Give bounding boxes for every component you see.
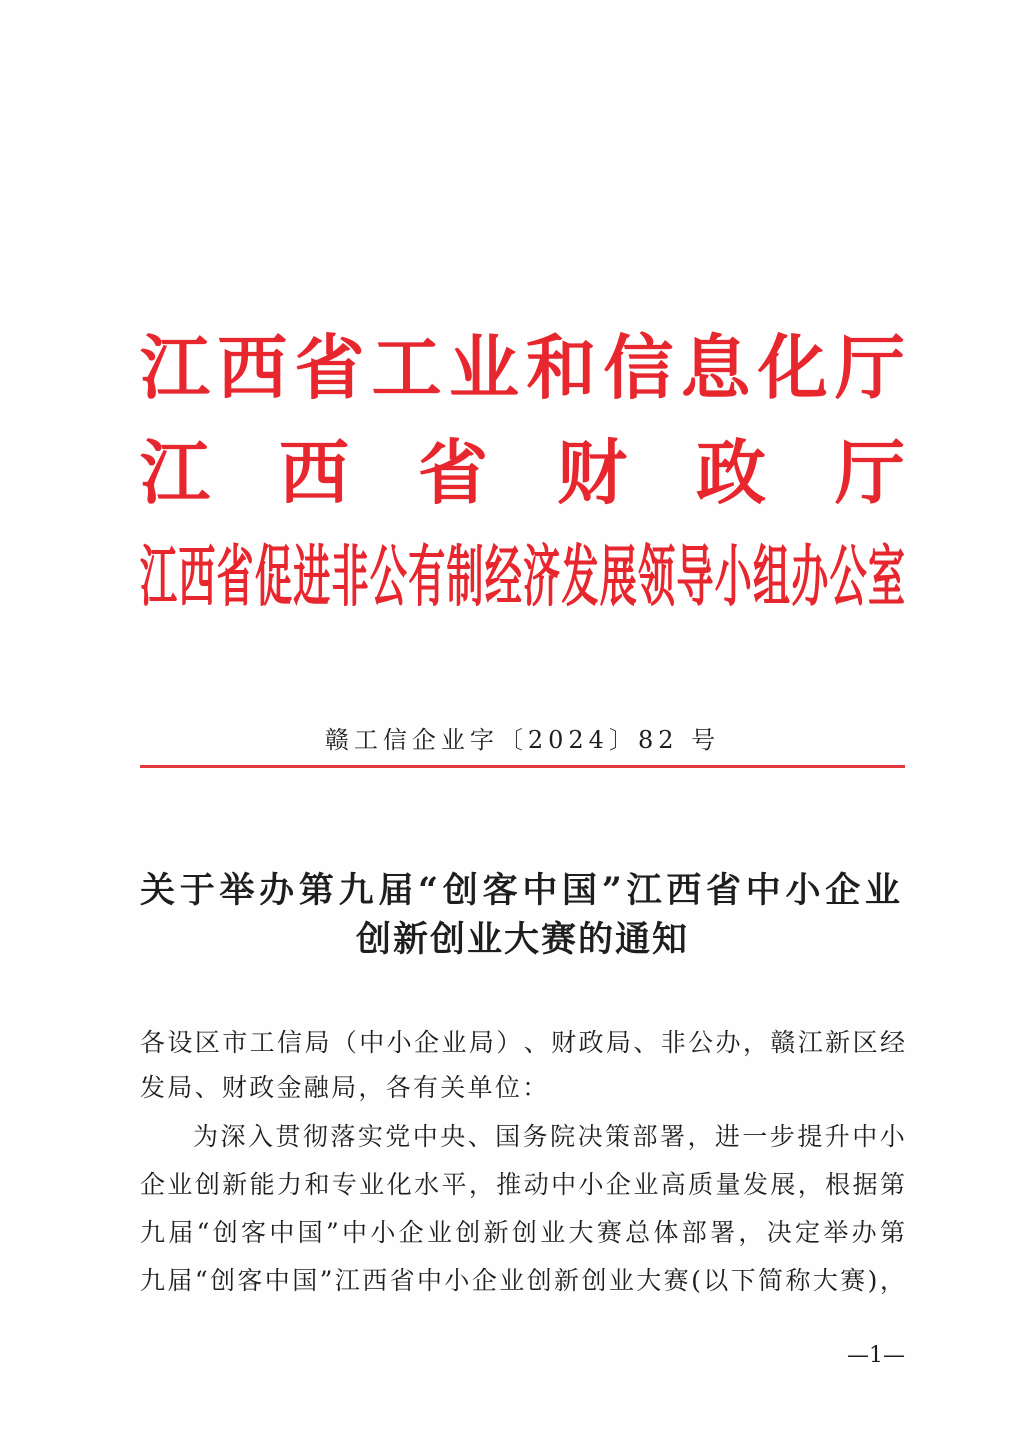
glyph: 企 <box>471 1266 497 1295</box>
glyph: 举 <box>823 1218 849 1247</box>
issuer-name-finance-department <box>140 433 905 513</box>
glyph: 一 <box>742 1122 768 1151</box>
glyph: 业 <box>633 1170 659 1199</box>
glyph: 以 <box>703 1266 729 1295</box>
glyph: 促 <box>254 536 292 616</box>
glyph: 市 <box>222 1028 248 1057</box>
glyph: 非 <box>331 536 369 616</box>
glyph: （ <box>331 1028 357 1057</box>
glyph: 赛 <box>840 1266 866 1295</box>
glyph: 展 <box>599 536 637 616</box>
glyph: 大 <box>568 1218 594 1247</box>
glyph: 领 <box>638 536 676 616</box>
glyph: 业 <box>864 870 900 911</box>
glyph: 关 <box>140 870 176 911</box>
glyph: 办 <box>851 1218 877 1247</box>
glyph: 国 <box>495 1122 521 1151</box>
glyph: 公 <box>688 1028 714 1057</box>
red-separator-rule <box>140 765 905 768</box>
glyph: 九 <box>140 1266 166 1295</box>
glyph: 局 <box>304 1028 330 1057</box>
glyph: 中 <box>551 1170 577 1199</box>
issuer-name-industry-it-department <box>140 328 905 408</box>
body-text-line <box>193 1119 905 1155</box>
glyph: 江 <box>140 326 210 409</box>
glyph: 西 <box>178 536 216 616</box>
glyph: 化 <box>757 326 828 409</box>
glyph: 江 <box>334 1266 360 1295</box>
glyph: 区 <box>194 1028 220 1057</box>
glyph: 为 <box>193 1122 219 1151</box>
issuer-name-non-public-economy-office <box>140 536 905 616</box>
glyph: 、 <box>523 1028 549 1057</box>
glyph: 业 <box>359 1170 385 1199</box>
glyph: 署 <box>710 1218 736 1247</box>
glyph: 江 <box>797 1028 823 1057</box>
glyph: 国 <box>297 1218 323 1247</box>
glyph: 体 <box>653 1218 679 1247</box>
glyph: 第 <box>879 1170 905 1199</box>
glyph: 举 <box>219 870 255 911</box>
body-text-line <box>140 1167 905 1203</box>
glyph: 业 <box>540 1218 566 1247</box>
glyph: 力 <box>277 1170 303 1199</box>
glyph: 展 <box>770 1170 796 1199</box>
glyph: 区 <box>852 1028 878 1057</box>
glyph: ， <box>742 1028 768 1057</box>
glyph: 厅 <box>835 431 905 514</box>
glyph: 小 <box>370 1218 396 1247</box>
glyph: 高 <box>660 1170 686 1199</box>
glyph: “ <box>194 1266 208 1295</box>
glyph: 升 <box>824 1122 850 1151</box>
glyph: 决 <box>766 1218 792 1247</box>
glyph: 政 <box>696 431 766 514</box>
glyph: 务 <box>522 1122 548 1151</box>
glyph: 步 <box>769 1122 795 1151</box>
glyph: 和 <box>304 1170 330 1199</box>
glyph: 第 <box>298 870 334 911</box>
glyph: 根 <box>825 1170 851 1199</box>
glyph: 政 <box>578 1028 604 1057</box>
glyph: 江 <box>140 431 210 514</box>
glyph: ， <box>797 1170 823 1199</box>
glyph: 九 <box>140 1218 166 1247</box>
glyph: 大 <box>636 1266 662 1295</box>
glyph: 西 <box>666 870 702 911</box>
glyph: 部 <box>681 1218 707 1247</box>
glyph: 赛 <box>663 1266 689 1295</box>
glyph: 进 <box>714 1122 740 1151</box>
glyph: 下 <box>730 1266 756 1295</box>
glyph: 第 <box>879 1218 905 1247</box>
glyph: 中 <box>269 1218 295 1247</box>
page-number: —1— <box>847 1343 905 1368</box>
glyph: “ <box>418 870 439 911</box>
glyph: 总 <box>625 1218 651 1247</box>
glyph: ” <box>601 870 622 911</box>
glyph: 大 <box>812 1266 838 1295</box>
glyph: 江 <box>140 536 177 616</box>
glyph: 省 <box>706 870 742 911</box>
glyph: ” <box>325 1218 339 1247</box>
glyph: 创 <box>442 870 478 911</box>
glyph: 各 <box>140 1028 166 1057</box>
glyph: 创 <box>209 1266 235 1295</box>
glyph: 院 <box>550 1122 576 1151</box>
glyph: 中 <box>522 870 558 911</box>
glyph: 、 <box>467 1122 493 1151</box>
glyph: 省 <box>418 431 488 514</box>
notice-title-line-1 <box>140 870 900 912</box>
glyph: 中 <box>264 1266 290 1295</box>
glyph: 动 <box>523 1170 549 1199</box>
glyph: 设 <box>167 1028 193 1057</box>
glyph: 企 <box>140 1170 166 1199</box>
glyph: 国 <box>562 870 598 911</box>
glyph: 新 <box>483 1218 509 1247</box>
glyph: 、 <box>633 1028 659 1057</box>
glyph: 导 <box>676 536 714 616</box>
glyph: 创 <box>212 1218 238 1247</box>
glyph: 能 <box>249 1170 275 1199</box>
glyph: ， <box>687 1122 713 1151</box>
glyph: 办 <box>791 536 829 616</box>
glyph: 简 <box>758 1266 784 1295</box>
glyph: 贯 <box>275 1122 301 1151</box>
glyph: 小 <box>785 870 821 911</box>
glyph: ” <box>319 1266 333 1295</box>
glyph: 定 <box>795 1218 821 1247</box>
glyph: 济 <box>523 536 561 616</box>
glyph: 业 <box>608 1266 634 1295</box>
glyph: 办 <box>259 870 295 911</box>
glyph: 赛 <box>596 1218 622 1247</box>
glyph: 财 <box>557 431 627 514</box>
glyph: 经 <box>879 1028 905 1057</box>
glyph: 信 <box>603 326 674 409</box>
glyph: 小 <box>444 1266 470 1295</box>
glyph: 国 <box>292 1266 318 1295</box>
glyph: 局 <box>468 1028 494 1057</box>
glyph: ( <box>691 1266 701 1295</box>
glyph: 水 <box>414 1170 440 1199</box>
glyph: 中 <box>342 1218 368 1247</box>
glyph: 提 <box>797 1122 823 1151</box>
glyph: 策 <box>605 1122 631 1151</box>
glyph: 中 <box>745 870 781 911</box>
glyph: 小 <box>714 536 752 616</box>
glyph: 客 <box>241 1218 267 1247</box>
document-number: 赣工信企业字〔2024〕82 号 <box>324 726 721 754</box>
glyph: 企 <box>825 870 861 911</box>
glyph: 化 <box>386 1170 412 1199</box>
glyph: 组 <box>753 536 790 616</box>
glyph: 省 <box>216 536 254 616</box>
glyph: 新 <box>554 1266 580 1295</box>
glyph: 发 <box>561 536 599 616</box>
glyph: 业 <box>499 1266 525 1295</box>
glyph: 量 <box>715 1170 741 1199</box>
notice-title-line-2: 创新创业大赛的通知 <box>355 919 689 960</box>
glyph: 新 <box>222 1170 248 1199</box>
glyph: 公 <box>829 536 867 616</box>
glyph: 创 <box>526 1266 552 1295</box>
glyph: 小 <box>578 1170 604 1199</box>
glyph: 新 <box>825 1028 851 1057</box>
glyph: 平 <box>441 1170 467 1199</box>
glyph: 企 <box>398 1218 424 1247</box>
glyph: 财 <box>551 1028 577 1057</box>
glyph: 九 <box>338 870 374 911</box>
glyph: 业 <box>448 326 519 409</box>
glyph: ， <box>879 1266 905 1295</box>
glyph: 专 <box>331 1170 357 1199</box>
glyph: 小 <box>879 1122 905 1151</box>
glyph: 创 <box>194 1170 220 1199</box>
glyph: 进 <box>293 536 331 616</box>
glyph: 室 <box>867 536 905 616</box>
glyph: 西 <box>279 431 349 514</box>
glyph: 中 <box>359 1028 385 1057</box>
glyph: 西 <box>217 326 288 409</box>
glyph: 西 <box>362 1266 388 1295</box>
glyph: 和 <box>526 326 597 409</box>
glyph: 非 <box>660 1028 686 1057</box>
glyph: 省 <box>294 326 365 409</box>
glyph: 署 <box>659 1122 685 1151</box>
glyph: 实 <box>357 1122 383 1151</box>
body-text-line <box>140 1215 905 1251</box>
glyph: 据 <box>852 1170 878 1199</box>
glyph: 工 <box>249 1028 275 1057</box>
glyph: 深 <box>220 1122 246 1151</box>
glyph: 部 <box>632 1122 658 1151</box>
glyph: 决 <box>577 1122 603 1151</box>
glyph: 发 <box>742 1170 768 1199</box>
glyph: 企 <box>414 1028 440 1057</box>
glyph: 推 <box>496 1170 522 1199</box>
body-text-line <box>140 1025 905 1061</box>
glyph: 办 <box>715 1028 741 1057</box>
glyph: 局 <box>605 1028 631 1057</box>
glyph: 业 <box>426 1218 452 1247</box>
glyph: 中 <box>412 1122 438 1151</box>
glyph: 党 <box>385 1122 411 1151</box>
glyph: 称 <box>785 1266 811 1295</box>
glyph: 公 <box>369 536 407 616</box>
glyph: 工 <box>371 326 442 409</box>
body-text-line <box>140 1263 905 1299</box>
glyph: 客 <box>482 870 518 911</box>
glyph: 制 <box>446 536 484 616</box>
glyph: 厅 <box>834 326 905 409</box>
glyph: 经 <box>484 536 522 616</box>
glyph: 入 <box>247 1122 273 1151</box>
body-text-line: 发局、财政金融局，各有关单位： <box>140 1073 550 1102</box>
glyph: 有 <box>408 536 446 616</box>
glyph: 信 <box>277 1028 303 1057</box>
glyph: 创 <box>511 1218 537 1247</box>
glyph: 江 <box>626 870 662 911</box>
glyph: ， <box>738 1218 764 1247</box>
glyph: 创 <box>581 1266 607 1295</box>
glyph: 于 <box>179 870 215 911</box>
glyph: 息 <box>680 326 751 409</box>
glyph: 中 <box>852 1122 878 1151</box>
glyph: 落 <box>330 1122 356 1151</box>
glyph: 中 <box>417 1266 443 1295</box>
glyph: 省 <box>389 1266 415 1295</box>
glyph: 企 <box>605 1170 631 1199</box>
glyph: ， <box>468 1170 494 1199</box>
glyph: 业 <box>441 1028 467 1057</box>
glyph: 届 <box>167 1266 193 1295</box>
glyph: 质 <box>688 1170 714 1199</box>
glyph: 客 <box>237 1266 263 1295</box>
glyph: 届 <box>378 870 414 911</box>
glyph: 业 <box>167 1170 193 1199</box>
glyph: 届 <box>168 1218 194 1247</box>
glyph: 创 <box>455 1218 481 1247</box>
glyph: 央 <box>440 1122 466 1151</box>
glyph: 彻 <box>302 1122 328 1151</box>
glyph: 小 <box>386 1028 412 1057</box>
glyph: 赣 <box>770 1028 796 1057</box>
glyph: ) <box>867 1266 878 1295</box>
glyph: “ <box>196 1218 210 1247</box>
glyph: ） <box>496 1028 522 1057</box>
